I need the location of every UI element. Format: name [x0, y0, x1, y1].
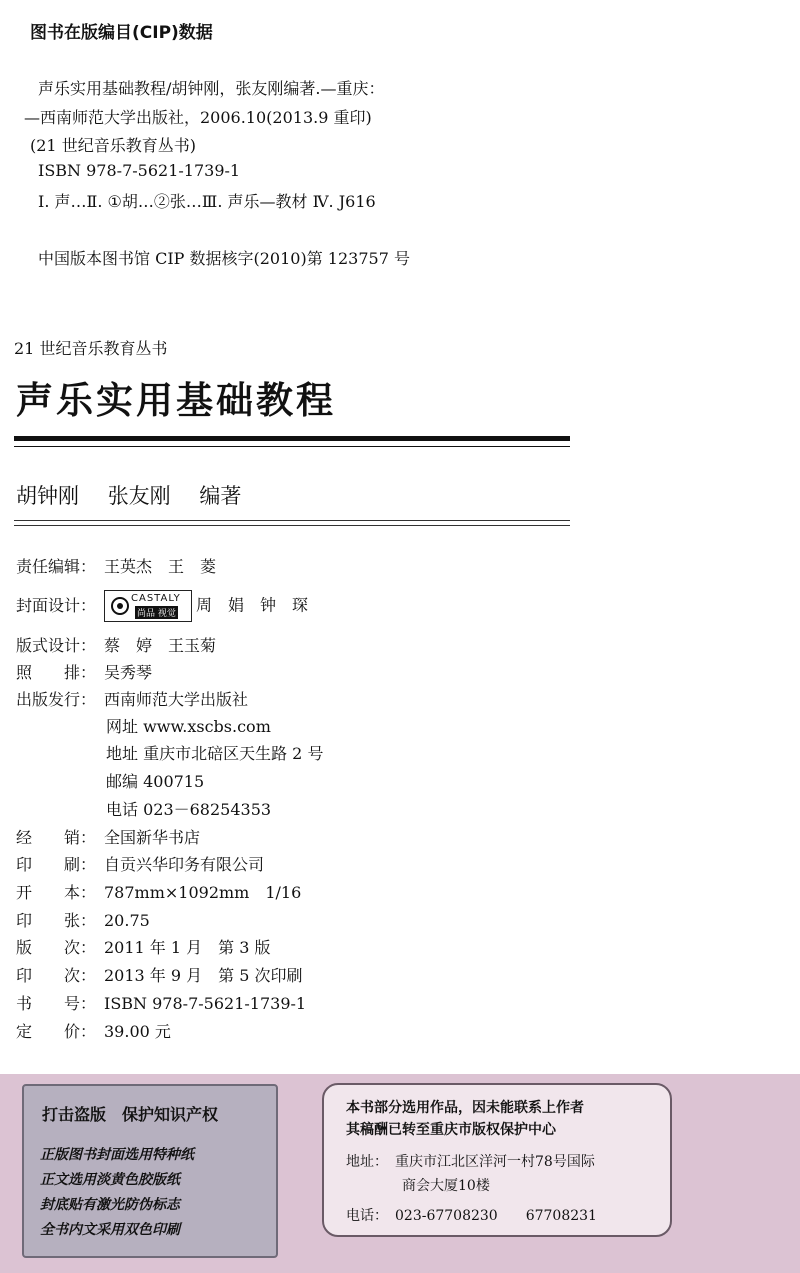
- distributor-value: 全国新华书店: [104, 828, 201, 847]
- author-role: 编著: [199, 484, 242, 508]
- editor-label: 责任编辑：: [16, 557, 97, 576]
- title-rule-thick: [14, 436, 570, 441]
- info-layout-design: [16, 633, 216, 656]
- publisher-value: 西南师范大学出版社: [104, 690, 249, 709]
- notice-address-2: 商会大厦10楼: [402, 1178, 490, 1194]
- notice-address: 地址： 重庆市江北区洋河一村78号国际: [346, 1154, 595, 1170]
- isbn-label: 书 号：: [16, 994, 97, 1013]
- typesetting-label: 照 排：: [16, 663, 97, 682]
- notice-phone: 电话： 023-67708230 67708231: [346, 1208, 597, 1224]
- edition-value: 2011 年 1 月 第 3 版: [104, 938, 271, 957]
- cover-design-label: 封面设计：: [16, 595, 97, 615]
- cover-design-value: 周 娟 钟 琛: [196, 595, 309, 615]
- author-2: 张友刚: [107, 484, 171, 508]
- info-sheets: [16, 908, 150, 931]
- castaly-logo: [104, 590, 192, 622]
- info-distributor: [16, 825, 200, 848]
- anti-piracy-item-4: 全书内文采用双色印刷: [40, 1222, 180, 1238]
- sheets-value: 20.75: [104, 911, 150, 930]
- cip-line-4: ISBN 978-7-5621-1739-1: [38, 161, 241, 180]
- cip-verification: 中国版本图书馆 CIP 数据核字(2010)第 123757 号: [38, 249, 410, 268]
- distributor-label: 经 销：: [16, 828, 97, 847]
- eye-icon: [111, 597, 129, 615]
- printer-label: 印 刷：: [16, 855, 97, 874]
- info-printer: [16, 852, 264, 875]
- anti-piracy-item-1: 正版图书封面选用特种纸: [40, 1147, 194, 1163]
- info-typesetting: [16, 660, 152, 683]
- price-value: 39.00 元: [104, 1022, 171, 1041]
- publisher-phone: 电话 023－68254353: [106, 800, 272, 819]
- layout-design-label: 版式设计：: [16, 636, 97, 655]
- publisher-address: 地址 重庆市北碚区天生路 2 号: [106, 744, 324, 763]
- cip-line-5: Ⅰ. 声…Ⅱ. ①胡…②张…Ⅲ. 声乐—教材 Ⅳ. J616: [38, 192, 376, 211]
- publisher-label: 出版发行：: [16, 690, 97, 709]
- info-publisher: [16, 687, 248, 710]
- layout-design-value: 蔡 婷 王玉菊: [104, 636, 217, 655]
- logo-cn: 尚品 视觉: [135, 606, 178, 619]
- cip-line-3: (21 世纪音乐教育丛书): [30, 136, 196, 155]
- info-isbn: [16, 991, 306, 1014]
- author-1: 胡钟刚: [16, 484, 79, 508]
- title-rule-thin: [14, 446, 570, 447]
- book-title: 声乐实用基础教程: [16, 379, 336, 422]
- typesetting-value: 吴秀琴: [104, 663, 153, 682]
- printing-value: 2013 年 9 月 第 5 次印刷: [104, 966, 303, 985]
- anti-piracy-heading: 打击盗版 保护知识产权: [42, 1105, 219, 1124]
- info-edition: [16, 935, 271, 958]
- price-label: 定 价：: [16, 1022, 97, 1041]
- authors: [16, 480, 263, 510]
- info-editor: [16, 554, 216, 577]
- info-format: [16, 880, 301, 903]
- format-label: 开 本：: [16, 883, 97, 902]
- info-price: [16, 1019, 171, 1042]
- notice-line-2: 其稿酬已转至重庆市版权保护中心: [346, 1122, 556, 1138]
- printer-value: 自贡兴华印务有限公司: [104, 855, 265, 874]
- publisher-website: 网址 www.xscbs.com: [106, 717, 271, 736]
- cip-heading: 图书在版编目(CIP)数据: [30, 23, 213, 43]
- info-cover-design: [16, 590, 308, 622]
- notice-line-1: 本书部分选用作品，因未能联系上作者: [346, 1100, 584, 1116]
- authors-rule-1: [14, 520, 570, 521]
- logo-text: CASTALY: [131, 593, 181, 604]
- cip-line-1: 声乐实用基础教程/胡钟刚，张友刚编著.—重庆：: [38, 79, 385, 98]
- printing-label: 印 次：: [16, 966, 97, 985]
- authors-rule-2: [14, 525, 570, 526]
- editor-value: 王英杰 王 菱: [104, 557, 217, 576]
- edition-label: 版 次：: [16, 938, 97, 957]
- anti-piracy-item-2: 正文选用淡黄色胶版纸: [40, 1172, 180, 1188]
- publisher-postcode: 邮编 400715: [106, 772, 205, 791]
- cip-line-2: —西南师范大学出版社，2006.10(2013.9 重印): [24, 108, 372, 127]
- info-printing: [16, 963, 303, 986]
- anti-piracy-item-3: 封底贴有激光防伪标志: [40, 1197, 180, 1213]
- copyright-notice-box: [322, 1083, 672, 1237]
- anti-piracy-box: [22, 1084, 278, 1258]
- sheets-label: 印 张：: [16, 911, 97, 930]
- series-name: 21 世纪音乐教育丛书: [14, 339, 168, 358]
- isbn-value: ISBN 978-7-5621-1739-1: [104, 994, 307, 1013]
- format-value: 787mm×1092mm 1/16: [104, 883, 302, 902]
